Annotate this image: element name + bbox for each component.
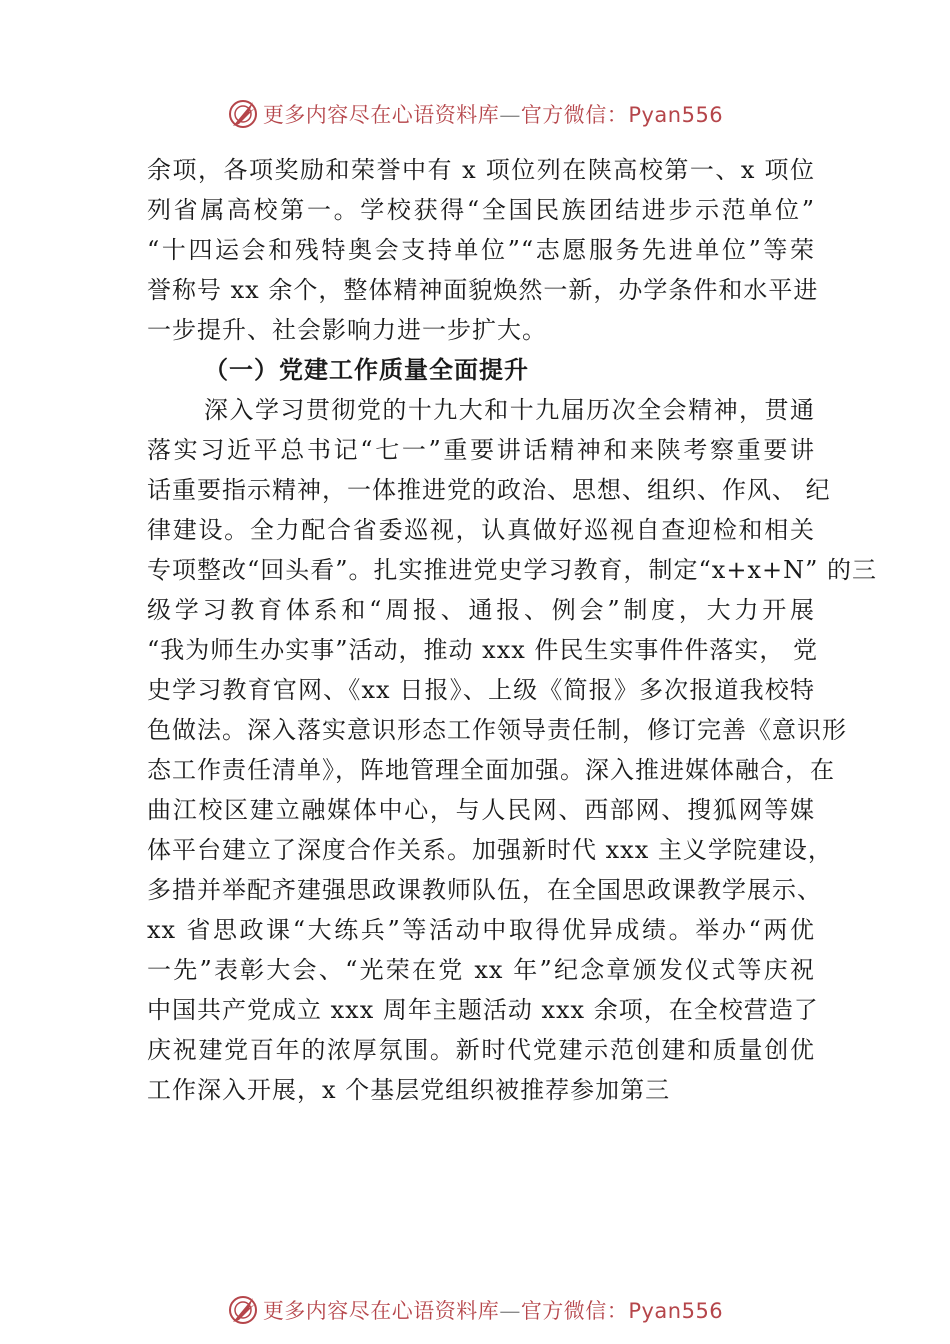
text-line: “我为师生办实事”活动，推动 xxx 件民生实事件件落实， 党: [147, 636, 819, 664]
watermark-text: 更多内容尽在心语资料库—官方微信：Pyan556: [262, 1299, 724, 1323]
text-line: 一步提升、社会影响力进一步扩大。: [147, 316, 547, 344]
text-line: 庆祝建党百年的浓厚氛围。新时代党建示范创建和质量创优: [147, 1036, 815, 1064]
text-line: 级学习教育体系和“周报、通报、例会”制度，大力开展: [147, 596, 815, 624]
text-line: 曲江校区建立融媒体中心，与人民网、西部网、搜狐网等媒: [147, 796, 815, 824]
quill-logo-icon: [227, 1294, 259, 1326]
text-line: “十四运会和残特奥会支持单位”“志愿服务先进单位”等荣: [147, 236, 815, 264]
text-line: 多措并举配齐建强思政课教师队伍，在全国思政课教学展示、: [147, 876, 822, 904]
watermark-text: 更多内容尽在心语资料库—官方微信：Pyan556: [262, 103, 724, 127]
text-line: 一先”表彰大会、“光荣在党 xx 年”纪念章颁发仪式等庆祝: [147, 956, 815, 984]
document-body: [147, 150, 877, 1110]
text-line: 深入学习贯彻党的十九大和十九届历次全会精神，贯通: [204, 396, 815, 424]
text-line: 工作深入开展，x 个基层党组织被推荐参加第三: [147, 1076, 671, 1104]
text-line: 律建设。全力配合省委巡视，认真做好巡视自查迎检和相关: [147, 516, 815, 544]
quill-logo-icon: [227, 98, 259, 130]
footer-watermark: [0, 1290, 950, 1330]
text-line: 话重要指示精神，一体推进党的政治、思想、组织、作风、 纪: [147, 476, 831, 504]
text-line: 色做法。深入落实意识形态工作领导责任制，修订完善《意识形: [147, 716, 847, 744]
text-line: 落实习近平总书记“七一”重要讲话精神和来陕考察重要讲: [147, 436, 815, 464]
text-line: xx 省思政课“大练兵”等活动中取得优异成绩。举办“两优: [147, 916, 815, 944]
text-line: 态工作责任清单》，阵地管理全面加强。深入推进媒体融合，在: [147, 756, 835, 784]
section-heading: （一）党建工作质量全面提升: [204, 355, 529, 384]
text-line: 史学习教育官网、《xx 日报》、上级《简报》多次报道我校特: [147, 676, 815, 704]
text-line: 中国共产党成立 xxx 周年主题活动 xxx 余项，在全校营造了: [147, 996, 819, 1024]
header-watermark: [0, 94, 950, 134]
text-line: 专项整改“回头看”。扎实推进党史学习教育，制定“x+x+N” 的三: [147, 556, 877, 584]
text-line: 列省属高校第一。学校获得“全国民族团结进步示范单位”: [147, 196, 815, 224]
text-line: 誉称号 xx 余个，整体精神面貌焕然一新，办学条件和水平进: [147, 276, 819, 304]
text-line: 体平台建立了深度合作关系。加强新时代 xxx 主义学院建设，: [147, 836, 833, 864]
text-line: 余项，各项奖励和荣誉中有 x 项位列在陕高校第一、x 项位: [147, 156, 815, 184]
